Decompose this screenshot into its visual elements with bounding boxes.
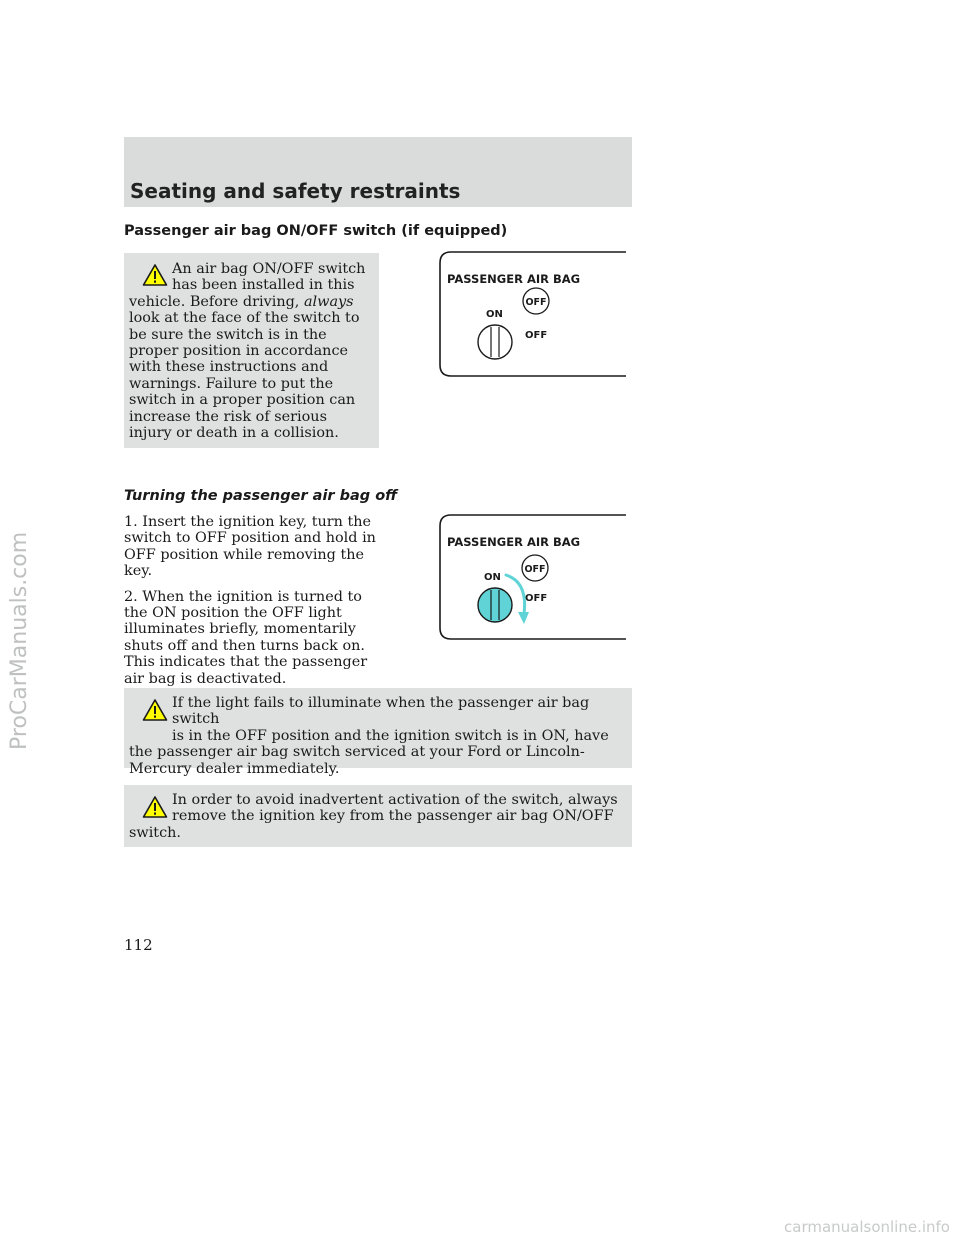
instruction-steps (124, 514, 384, 696)
warning-3-line-1: In order to avoid inadvertent activation of the switch, always (172, 792, 618, 808)
warning-box-3 (124, 785, 632, 847)
figure-2-label-on: ON (484, 572, 501, 583)
warning-triangle-icon (142, 263, 168, 287)
warning-box-1 (124, 253, 379, 448)
figure-2-label-off: OFF (525, 593, 548, 604)
warning-1-body (129, 294, 373, 442)
warning-box-2 (124, 688, 632, 777)
figure-1-label-off: OFF (525, 330, 548, 341)
subheading-turning-off: Turning the passenger air bag off (124, 488, 398, 504)
subheading-switch: Passenger air bag ON/OFF switch (if equipped) (124, 223, 508, 239)
warning-1-text-a: vehicle. Before driving, (129, 293, 304, 310)
step-1: 1. Insert the ignition key, turn the switch to OFF position and hold in OFF position while removing the key. (124, 514, 376, 580)
warning-triangle-icon (142, 795, 168, 819)
figure-1-label-on: ON (486, 309, 503, 320)
warning-1-line-2: has been installed in this (172, 277, 355, 294)
figure-2-title: PASSENGER AIR BAG (447, 535, 581, 549)
figure-2-indicator-label: OFF (524, 564, 546, 575)
warning-1-emphasis: always (303, 293, 354, 310)
warning-3-body: remove the ignition key from the passenger air bag ON/OFF switch. (129, 808, 614, 841)
figure-2-key-cylinder (478, 588, 512, 622)
warning-1-line-1: An air bag ON/OFF switch (172, 261, 366, 277)
section-title: Seating and safety restraints (130, 179, 461, 203)
warning-2-body: is in the OFF position and the ignition switch is in ON, have the passenger air bag switch serviced at your Ford or Lincoln-Mercury dealer immediately. (129, 727, 609, 777)
warning-1-text-b: look at the face of the switch to be sure the switch is in the proper position in accordance with these instructions and warnings. Failure to put the switch in a proper position can increase the risk of serious injury or death in a collision. (129, 310, 360, 442)
airbag-switch-figure-1 (438, 251, 628, 377)
warning-2-line-1: If the light fails to illuminate when the passenger air bag switch (172, 695, 590, 728)
watermark: ProCarManuals.com (7, 531, 32, 750)
airbag-switch-figure-2 (438, 514, 628, 640)
figure-1-title: PASSENGER AIR BAG (447, 272, 581, 286)
warning-triangle-icon (142, 698, 168, 722)
page-number: 112 (124, 936, 153, 954)
section-header (124, 137, 632, 207)
figure-1-key-cylinder (478, 325, 512, 359)
footer-watermark: carmanualsonline.info (784, 1218, 950, 1236)
step-2: 2. When the ignition is turned to the ON position the OFF light illuminates briefly, momentarily shuts off and then turns back on. This indicates that the passenger air bag is deactivated. (124, 588, 368, 687)
figure-1-indicator-label: OFF (525, 297, 547, 308)
